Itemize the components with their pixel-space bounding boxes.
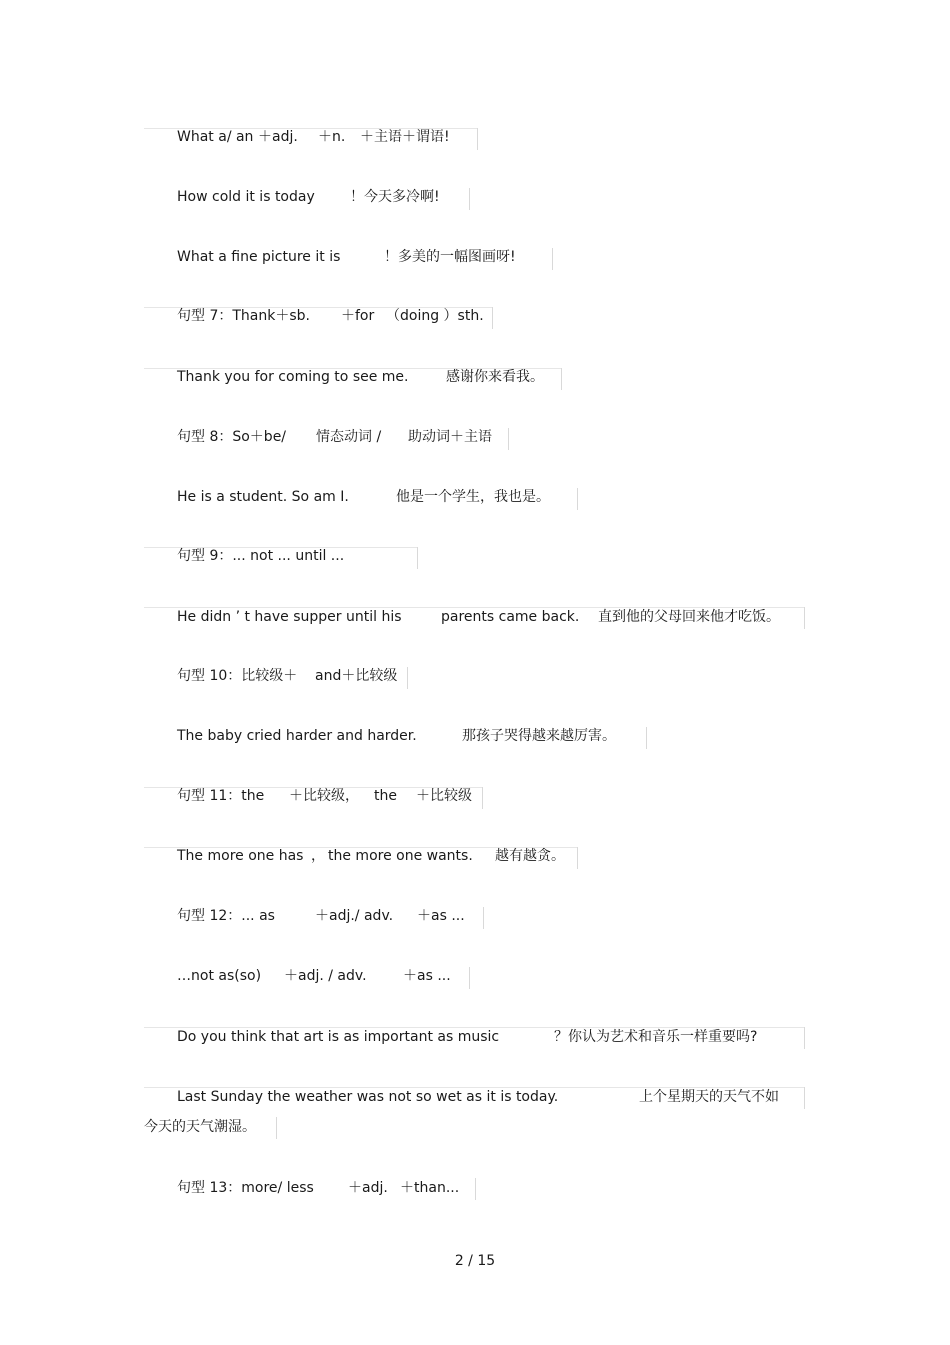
text-segment: He didn ’ t have supper until his xyxy=(177,609,402,625)
example-line xyxy=(0,486,950,508)
text-segment: parents came back. xyxy=(441,609,580,625)
text-segment: 情态动词 / xyxy=(316,429,382,445)
text-segment: ＋as ... xyxy=(403,968,451,984)
example-line-continuation xyxy=(0,1116,950,1138)
text-segment: ！今天多冷啊! xyxy=(350,189,440,205)
table-border xyxy=(475,1178,476,1200)
pattern-line xyxy=(0,426,950,448)
table-border xyxy=(804,1027,805,1049)
text-segment: 句型 9：... not ... until ... xyxy=(177,548,345,564)
pattern-line xyxy=(0,665,950,687)
table-border xyxy=(469,967,470,989)
text-segment: ＋主语＋谓语! xyxy=(360,129,450,145)
text-segment: 句型 12：... as xyxy=(177,908,275,924)
text-segment: ＋adj. xyxy=(348,1180,388,1196)
text-segment: 句型 13：more/ less xyxy=(177,1180,314,1196)
text-segment: ， xyxy=(311,848,325,864)
text-segment: ＋than... xyxy=(400,1180,460,1196)
text-segment: 越有越贪。 xyxy=(495,848,565,864)
table-border xyxy=(469,188,470,210)
text-segment: 句型 11：the xyxy=(177,788,265,804)
text-segment: 句型 8：So＋be/ xyxy=(177,429,287,445)
text-segment: The baby cried harder and harder. xyxy=(177,728,417,744)
example-line xyxy=(0,845,950,867)
text-segment: ＋as ... xyxy=(417,908,465,924)
pattern-line xyxy=(0,305,950,327)
text-segment: Thank you for coming to see me. xyxy=(177,369,409,385)
table-border xyxy=(483,907,484,929)
table-border xyxy=(508,428,509,450)
text-segment: ＋adj. xyxy=(258,129,298,145)
text-segment: （doing ）sth. xyxy=(386,308,484,324)
pattern-line xyxy=(0,126,950,148)
pattern-line xyxy=(0,545,950,567)
example-line xyxy=(0,246,950,268)
table-border xyxy=(417,547,418,569)
text-segment: Last Sunday the weather was not so wet as it is today. xyxy=(177,1089,559,1105)
table-border xyxy=(646,727,647,749)
table-border xyxy=(407,667,408,689)
table-border xyxy=(561,368,562,390)
text-segment: ＋n. xyxy=(318,129,346,145)
text-segment: Do you think that art is as important as music xyxy=(177,1029,500,1045)
table-border xyxy=(552,248,553,270)
text-segment: 感谢你来看我。 xyxy=(446,369,544,385)
text-segment: 上个星期天的天气不如 xyxy=(639,1089,779,1105)
text-segment: ！多美的一幅图画呀! xyxy=(384,249,516,265)
text-segment: 他是一个学生，我也是。 xyxy=(396,489,550,505)
table-border xyxy=(492,307,493,329)
example-line xyxy=(0,1086,950,1108)
table-border xyxy=(276,1117,277,1139)
example-line xyxy=(0,1026,950,1048)
text-segment: The more one has xyxy=(177,848,304,864)
text-segment: 今天的天气潮湿。 xyxy=(144,1119,256,1135)
text-segment: ＋比较级， xyxy=(289,788,359,804)
table-border xyxy=(482,787,483,809)
text-segment: 那孩子哭得越来越厉害。 xyxy=(462,728,616,744)
text-segment: How cold it is today xyxy=(177,189,315,205)
text-segment: 句型 10：比较级＋ xyxy=(177,668,298,684)
pattern-line xyxy=(0,905,950,927)
pattern-line xyxy=(0,785,950,807)
example-line xyxy=(0,186,950,208)
text-segment: What a/ an xyxy=(177,129,254,145)
text-segment: He is a student. So am I. xyxy=(177,489,349,505)
text-segment: ＋adj. / adv. xyxy=(284,968,367,984)
pattern-line xyxy=(0,965,950,987)
text-segment: the more one wants. xyxy=(328,848,473,864)
example-line xyxy=(0,366,950,388)
text-segment: ＋for xyxy=(341,308,375,324)
example-line xyxy=(0,725,950,747)
text-segment: What a fine picture it is xyxy=(177,249,341,265)
table-border xyxy=(804,607,805,629)
text-segment: 直到他的父母回来他才吃饭。 xyxy=(598,609,780,625)
text-segment: 句型 7：Thank＋sb. xyxy=(177,308,310,324)
text-segment: and＋比较级 xyxy=(315,668,398,684)
page-number: 2 / 15 xyxy=(454,1253,496,1269)
text-segment: ＋比较级 xyxy=(416,788,472,804)
table-border xyxy=(577,847,578,869)
table-border xyxy=(804,1087,805,1109)
text-segment: the xyxy=(374,788,397,804)
text-segment: 助动词＋主语 xyxy=(408,429,492,445)
example-line xyxy=(0,606,950,628)
table-border xyxy=(477,128,478,150)
text-segment: ？你认为艺术和音乐一样重要吗? xyxy=(554,1029,758,1045)
text-segment: …not as(so) xyxy=(177,968,262,984)
table-border xyxy=(577,488,578,510)
text-segment: ＋adj./ adv. xyxy=(315,908,394,924)
